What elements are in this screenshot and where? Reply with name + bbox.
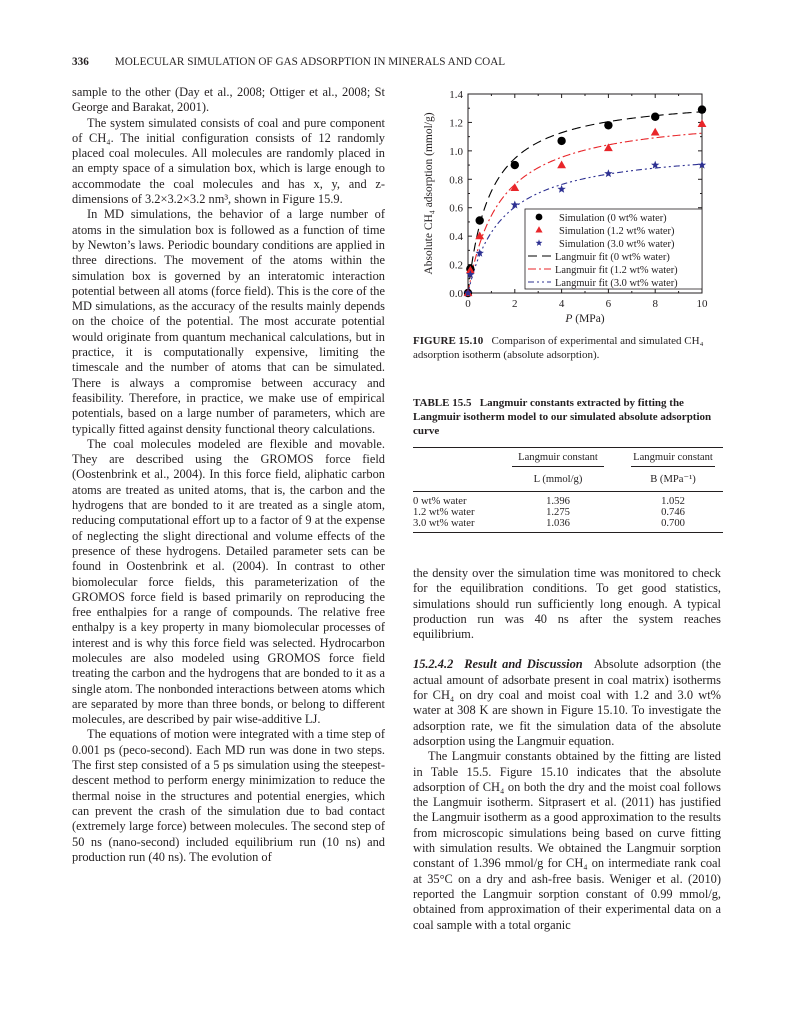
star-marker: [604, 169, 612, 177]
table-group-header: Langmuir constant: [631, 452, 715, 467]
paragraph: The equations of motion were integrated with a time step of 0.001 ps (peco-second). Each MD run was done in two steps. The first step consisted of a 5 ps simulation using the steepest-descent method to perform energy minimization to reduce the thermal noise in the structures and potential energies, which can prevent the crash of the simulation due to bad contact (extremely large force) between molecules. The second step of 50 ns (nano-second) included equilibrium run (10 ns) and production run (40 ns). The evolution of: [72, 727, 385, 864]
x-axis-label: P (MPa): [565, 313, 605, 325]
section-number: 15.2.4.2: [413, 657, 454, 672]
chart-legend: [525, 209, 702, 289]
legend-entry: Langmuir fit (0 wt% water): [555, 251, 670, 263]
table-cell: 1.036: [546, 518, 570, 529]
figure-label: FIGURE 15.10: [413, 335, 484, 347]
x-tick-label: 6: [605, 298, 612, 310]
table-row-label: 3.0 wt% water: [413, 518, 475, 529]
table-cell: 0.746: [661, 507, 685, 518]
legend-entry: Simulation (3.0 wt% water): [559, 238, 675, 250]
paragraph: the density over the simulation time was monitored to check for the equilibration conditions. To get good statistics, simulations should run sufficiently long enough. A typical production run was 40 ns after the system reaches equilibrium.: [413, 566, 721, 642]
circle-marker: [604, 121, 612, 129]
y-tick-label: 1.2: [449, 117, 463, 130]
x-tick-label: 2: [512, 298, 518, 310]
y-tick-label: 0.2: [449, 259, 463, 272]
table-cell: 0.700: [661, 518, 685, 529]
running-header: [72, 56, 505, 68]
triangle-marker: [557, 160, 566, 168]
y-axis-label: Absolute CH₄ adsorption (mmol/g): [423, 112, 435, 275]
y-tick-label: 0.8: [449, 174, 463, 187]
y-tick-label: 0.6: [449, 202, 463, 215]
table-caption: [413, 396, 713, 438]
table-cell: 1.396: [546, 496, 570, 507]
table-label: TABLE 15.5: [413, 397, 472, 409]
page-number: 336: [72, 56, 89, 68]
y-tick-label: 0.4: [449, 231, 463, 244]
paragraph: The system simulated consists of coal and pure component of CH₄. The initial configuration consists of 12 randomly placed coal molecules. All molecules are randomly placed in an empty space of a simulation box, which is large enough to accommodate the coal molecules and has x, y, and z-dimensions of 3.2×3.2×3.2 nm³, shown in Figure 15.9.: [72, 115, 385, 207]
langmuir-table: [413, 447, 723, 533]
y-tick-label: 1.0: [449, 145, 463, 158]
figure-caption-text: Comparison of experimental and simulated CH₄ adsorption isotherm (absolute adsorption).: [413, 335, 704, 361]
circle-marker: [476, 216, 484, 224]
paragraph: The coal molecules modeled are flexible and movable. They are described using the GROMOS force field (Oostenbrink et al., 2004). In this force field, aliphatic carbon atoms are treated as united atoms, that is, the carbon and the hydrogens that are bonded to it are treated as a single atom, reducing computational effort up to a factor of 9 at the expense of neglecting the slight directional and volume effects of the presence of these hydrogens. Detailed parameter sets can be found in Oostenbrink et al. (2004). In contrast to other biomolecular force fields, this parameterization of the GROMOS force field is based primarily on reproducing the free enthalpies for a range of compounds. The relative free enthalpy is a key property in many biomolecular processes of interest and is why this force field was selected. Hydrocarbon molecules are also modeled using GROMOS force field treating the carbon and the hydrogens that are bonded to it as a single atom. The nonbonded interactions between atoms which are separated by more than three bonds, or belong to different molecules, are described by pair wise-additive LJ.: [72, 436, 385, 727]
triangle-marker: [698, 119, 707, 127]
circle-marker: [536, 214, 543, 221]
table-row: [413, 507, 723, 518]
paragraph: The Langmuir constants obtained by the fitting are listed in Table 15.5. Figure 15.10 indicates that the absolute adsorption of CH₄ on both the dry and the moist coal follows the Langmuir isotherm. Sitprasert et al. (2011) has justified the Langmuir isotherm as a good approximation to the results from microscopic simulations being based on curve fitting with simulation results. We obtained the Langmuir sorption constant of 1.396 mmol/g for CH₄ on intermediate rank coal at 35°C on a dry and ash-free basis. Weniger et al. (2010) reported the Langmuir sorption constant of 0.99 mmol/g, obtained from approximation of their experimental data on a coal sample with a total organic: [413, 749, 721, 932]
y-tick-label: 0.0: [449, 288, 463, 300]
figure-caption: [413, 334, 723, 362]
x-tick-label: 4: [558, 298, 565, 310]
circle-marker: [511, 161, 519, 169]
circle-marker: [557, 137, 565, 145]
circle-marker: [698, 105, 706, 113]
paragraph-text: Absolute adsorption (the actual amount of adsorbate present in coal matrix) isotherms for CH₄ on dry coal and moist coal with 1.2 and 3.0 wt% water at 308 K are shown in Figure 15.10. To investigate the adsorption rate, we fit the simulation data of the absolute adsorption using the Langmuir equation.: [413, 657, 722, 748]
table-row: [413, 492, 723, 508]
table-group-header: Langmuir constant: [512, 452, 604, 467]
running-title: MOLECULAR SIMULATION OF GAS ADSORPTION IN MINERALS AND COAL: [114, 56, 506, 68]
x-tick-label: 0: [465, 298, 471, 310]
left-column: [72, 85, 385, 865]
x-tick-label: 10: [696, 298, 708, 310]
x-tick-label: 8: [652, 298, 658, 310]
legend-entry: Langmuir fit (3.0 wt% water): [555, 277, 678, 289]
y-tick-label: 1.4: [449, 89, 463, 101]
circle-marker: [651, 113, 659, 121]
paragraph: [413, 657, 721, 749]
legend-entry: Simulation (0 wt% water): [559, 212, 667, 224]
table-row-label: 1.2 wt% water: [413, 507, 475, 518]
table-cell: 1.275: [546, 507, 570, 518]
section-title: Result and Discussion: [464, 657, 583, 672]
table-col-header: L (mmol/g): [533, 473, 583, 485]
paragraph: sample to the other (Day et al., 2008; Ottiger et al., 2008; St George and Barakat, 2001).: [72, 85, 385, 115]
table-cell: 1.052: [661, 496, 685, 507]
paragraph: In MD simulations, the behavior of a large number of atoms in the simulation box is followed as a function of time by Newton’s laws. Periodic boundary conditions are applied in three directions. The movement of the atoms within the simulation box is governed by an interatomic interaction potential between all atoms (force field). This is the core of the MD simulations, as the accuracy of the results mainly depends on the choice of the potential. The most accurate potential would originate from quantum mechanical calculations, but in practice, it is computationally expensive, limiting the timescale and the number of atoms that can be simulated. There is always a compromise between accuracy and feasibility. Therefore, in practice, we make use of empirical potentials, based on a large number of parameters, which are typically fitted against density functional theory calculations.: [72, 207, 385, 436]
triangle-marker: [651, 128, 660, 136]
chart-canvas: [415, 84, 725, 329]
table-row: [413, 518, 723, 533]
legend-entry: Langmuir fit (1.2 wt% water): [555, 264, 678, 276]
star-marker: [557, 185, 565, 193]
table-row-label: 0 wt% water: [413, 496, 467, 507]
right-column: [413, 566, 721, 933]
table-col-header: B (MPa⁻¹): [650, 474, 696, 485]
table-caption-text: Langmuir constants extracted by fitting the Langmuir isotherm model to our simulated absolute adsorption curve: [413, 397, 712, 437]
adsorption-isotherm-chart: [415, 84, 725, 329]
legend-entry: Simulation (1.2 wt% water): [559, 225, 675, 237]
